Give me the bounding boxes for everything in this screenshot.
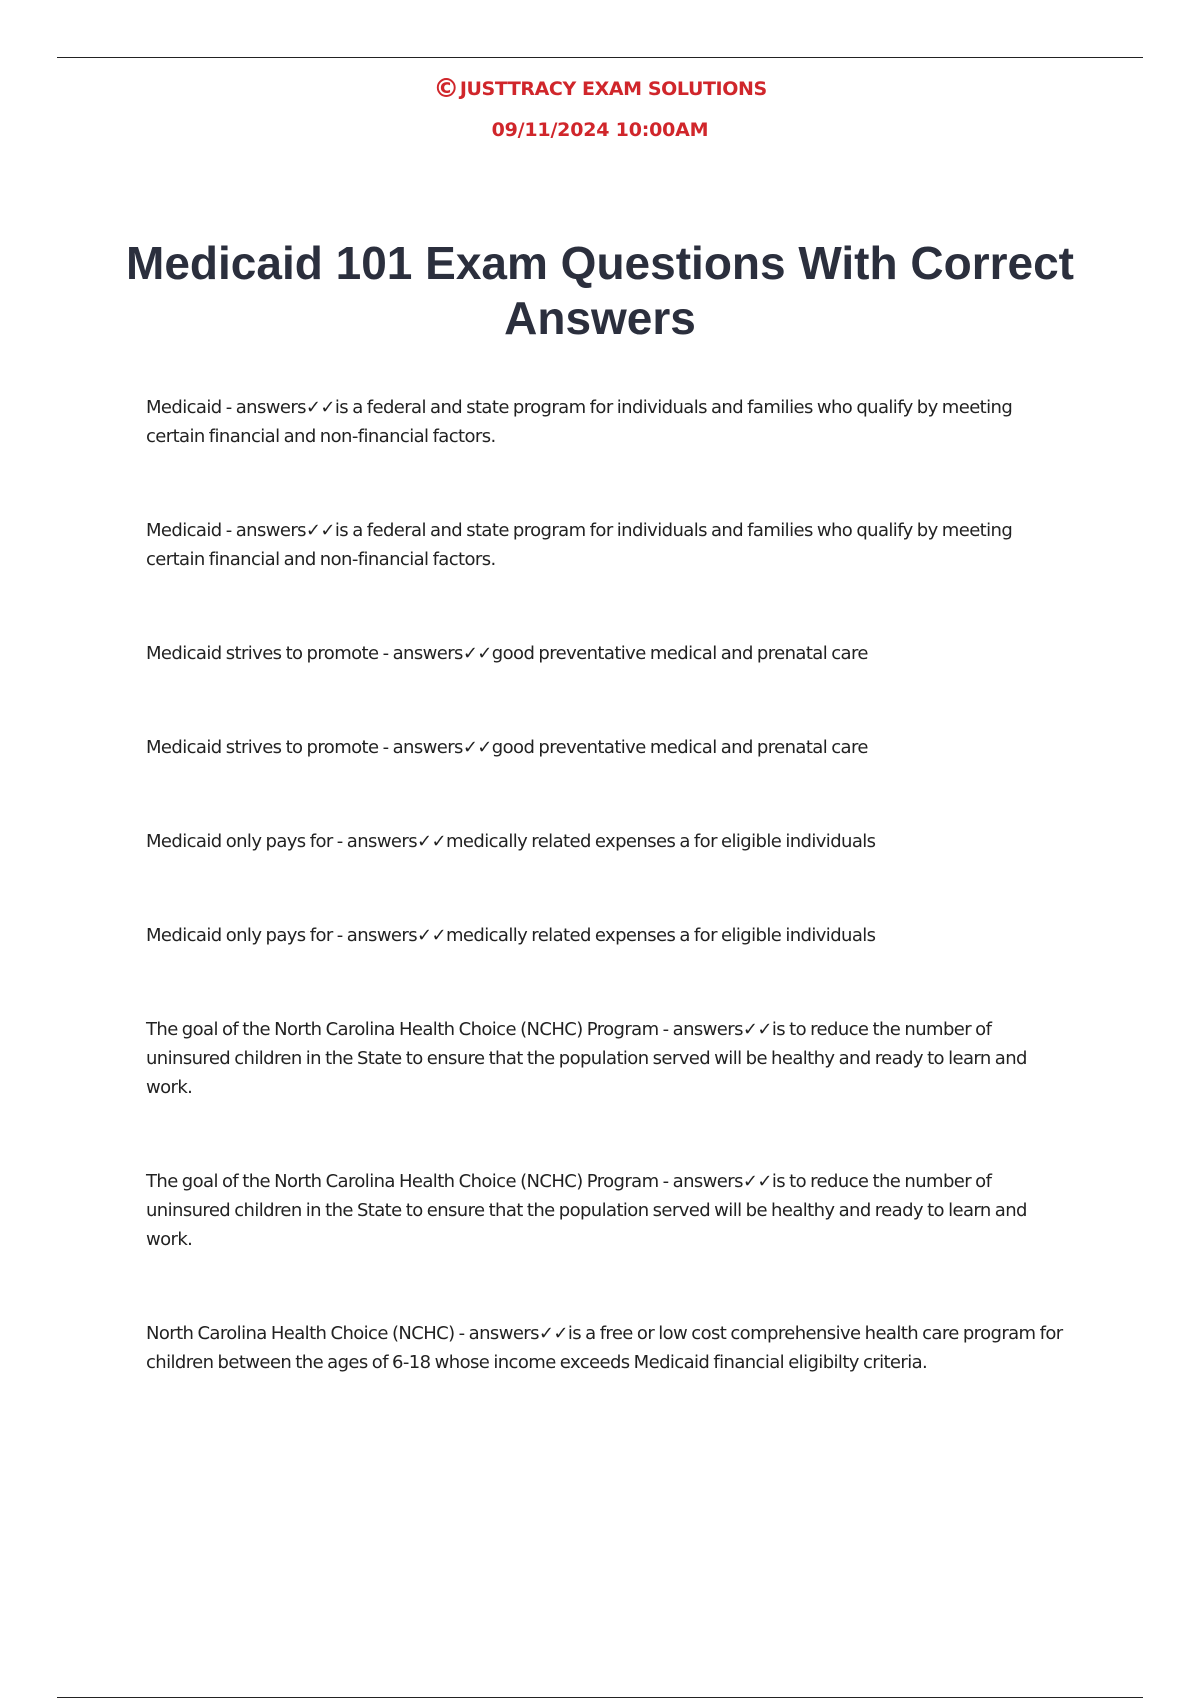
qa-prompt: Medicaid only pays for - answers: [146, 831, 417, 852]
double-check-icon: ✓✓: [305, 397, 335, 418]
document-title: Medicaid 101 Exam Questions With Correct Answers: [126, 237, 1074, 344]
double-check-icon: ✓✓: [417, 831, 446, 852]
document-datetime: 09/11/2024 10:00AM: [491, 119, 709, 141]
qa-answer: is a federal and state program for individuals and families who qualify by meeting certain financial and non-financial factors.: [146, 520, 1013, 570]
qa-prompt: Medicaid strives to promote - answers: [146, 737, 463, 758]
qa-prompt: Medicaid - answers: [146, 520, 306, 541]
bottom-divider: [57, 1697, 1143, 1698]
qa-prompt: The goal of the North Carolina Health Choice (NCHC) Program - answers: [146, 1171, 743, 1192]
qa-answer: good preventative medical and prenatal care: [491, 643, 868, 664]
qa-item: [146, 639, 1066, 668]
qa-item: [146, 1015, 1066, 1102]
qa-item: [146, 1319, 1066, 1377]
brand-line: [0, 74, 1200, 104]
copyright-icon: ©: [433, 74, 459, 104]
double-check-icon: ✓✓: [417, 925, 446, 946]
double-check-icon: ✓✓: [742, 1019, 772, 1040]
qa-prompt: North Carolina Health Choice (NCHC) - answers: [146, 1323, 539, 1344]
qa-prompt: Medicaid only pays for - answers: [146, 925, 417, 946]
qa-prompt: Medicaid - answers: [146, 397, 306, 418]
qa-answer: is a free or low cost comprehensive health care program for children between the ages of 6-18 whose income exceeds Medicaid financial eligibilty criteria.: [146, 1323, 1063, 1373]
qa-item: [146, 827, 1066, 856]
qa-list: [146, 393, 1066, 1377]
qa-item: [146, 733, 1066, 762]
qa-item: [146, 516, 1066, 574]
qa-answer: is a federal and state program for individuals and families who qualify by meeting certain financial and non-financial factors.: [146, 397, 1013, 447]
qa-answer: is to reduce the number of uninsured children in the State to ensure that the population served will be healthy and ready to learn and work.: [146, 1019, 1027, 1098]
qa-answer: good preventative medical and prenatal care: [491, 737, 868, 758]
qa-item: [146, 921, 1066, 950]
qa-answer: medically related expenses a for eligible individuals: [445, 831, 876, 852]
qa-prompt: Medicaid strives to promote - answers: [146, 643, 463, 664]
document-header: [0, 74, 1200, 142]
brand-name: JUSTTRACY EXAM SOLUTIONS: [459, 78, 767, 100]
top-divider: [57, 57, 1143, 58]
double-check-icon: ✓✓: [462, 643, 492, 664]
qa-item: [146, 1167, 1066, 1254]
qa-answer: is to reduce the number of uninsured children in the State to ensure that the population served will be healthy and ready to learn and work.: [146, 1171, 1027, 1250]
double-check-icon: ✓✓: [462, 737, 492, 758]
double-check-icon: ✓✓: [305, 520, 335, 541]
qa-answer: medically related expenses a for eligible individuals: [445, 925, 876, 946]
double-check-icon: ✓✓: [742, 1171, 772, 1192]
double-check-icon: ✓✓: [538, 1323, 568, 1344]
qa-prompt: The goal of the North Carolina Health Choice (NCHC) Program - answers: [146, 1019, 743, 1040]
qa-item: [146, 393, 1066, 451]
